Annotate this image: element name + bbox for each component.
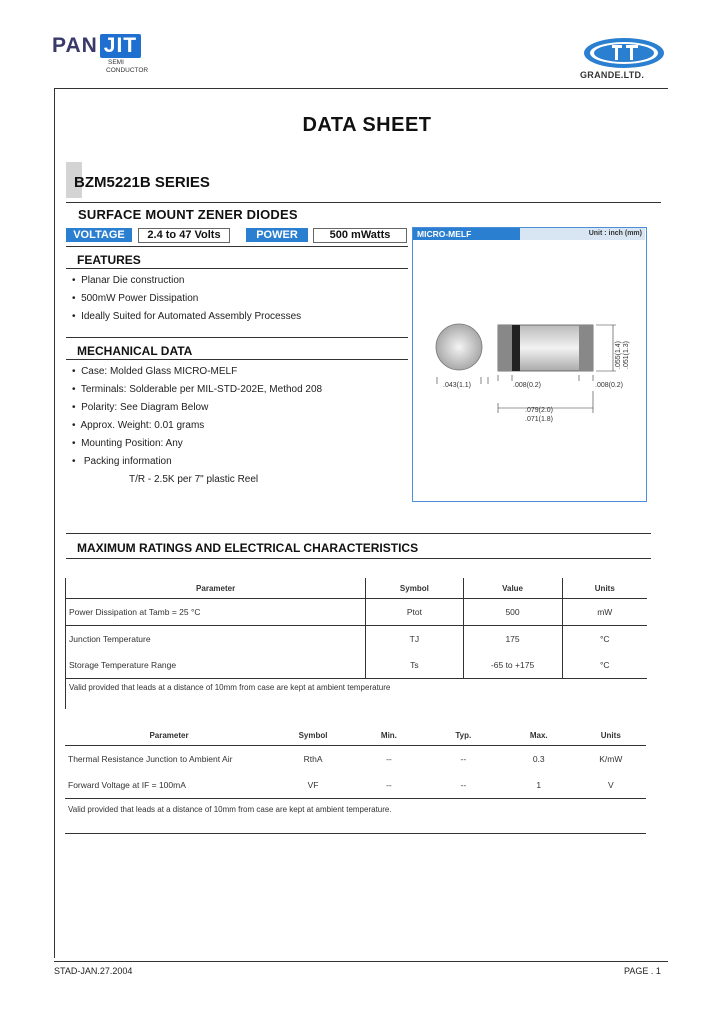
feature-item: • Planar Die construction [72,275,185,286]
table-cell: 175 [463,626,562,653]
header-cell: Parameter [65,725,273,746]
ratings-top-rule [66,533,651,534]
table-header-row [65,725,646,746]
table-cell: 500 [463,599,562,626]
table-note-row [65,799,646,834]
micro-melf-drawing [413,241,645,499]
mech-item: • Packing information [72,456,172,467]
frame-left-rule [54,88,55,958]
table-cell: RthA [303,754,323,764]
table-header-row [66,578,648,599]
table-row [65,746,646,773]
table-row [66,599,648,626]
table-cell: °C [562,652,647,679]
table-cell: Storage Temperature Range [66,652,366,679]
ratings-heading: MAXIMUM RATINGS AND ELECTRICAL CHARACTERISTICS [77,541,419,555]
ratings-bottom-rule [66,558,651,559]
panjit-logo [52,34,141,58]
table-cell: -- [425,772,502,799]
feature-text: Ideally Suited for Automated Assembly Processes [81,311,302,322]
packing-detail: T/R - 2.5K per 7" plastic Reel [129,474,259,485]
mech-item: • Terminals: Solderable per MIL-STD-202E, Method 208 [72,384,323,395]
table-cell: -- [386,754,392,764]
table-cell: Thermal Resistance Junction to Ambient Air [68,754,233,764]
table-cell: 1 [502,772,576,799]
features-top-rule [66,246,408,247]
mech-item: • Mounting Position: Any [72,438,183,449]
feature-text: Planar Die construction [81,275,185,286]
table-cell: -65 to +175 [463,652,562,679]
dim-008b: .008(0.2) [595,382,624,389]
mech-text: Approx. Weight: 0.01 grams [80,420,205,431]
footer-page: PAGE . 1 [624,966,661,976]
dim-043: .043(1.1) [443,382,472,389]
package-name: MICRO-MELF [413,228,520,240]
logo-sub-line2: CONDUCTOR [106,67,149,74]
footer-rule [54,961,668,962]
header-cell: Parameter [66,578,366,599]
feature-item: • 500mW Power Dissipation [72,293,199,304]
table-row [66,652,648,679]
table-note: Valid provided that leads at a distance of 10mm from case are kept at ambient temperature. [65,799,646,834]
mech-item: • Approx. Weight: 0.01 grams [72,420,205,431]
dim-008a: .008(0.2) [513,382,542,389]
table-cell: Junction Temperature [66,626,366,653]
dim-051: .051(1.3) [623,340,630,369]
dim-079: .079(2.0) [525,407,554,414]
mech-text: Packing information [83,456,172,467]
header-cell: Min. [353,725,425,746]
power-label: POWER [246,228,308,242]
mech-text: Mounting Position: Any [81,438,183,449]
subtitle: SURFACE MOUNT ZENER DIODES [78,207,298,222]
table-cell: Power Dissipation at Tamb = 25 °C [66,599,366,626]
feature-text: 500mW Power Dissipation [81,293,199,304]
dim-055: .055(1.4) [615,340,622,369]
characteristics-table [65,725,646,834]
header-cell: Typ. [425,725,502,746]
page-title: DATA SHEET [302,114,432,136]
feature-item: • Ideally Suited for Automated Assembly Processes [72,311,302,322]
logo-jit-text: JIT [100,34,141,58]
table-row [65,772,646,799]
table-cell: VF [273,772,353,799]
dim-071: .071(1.8) [525,416,554,423]
header-cell: Symbol [366,578,463,599]
features-bottom-rule [66,268,408,269]
mechanical-heading: MECHANICAL DATA [77,344,193,358]
header-cell: Symbol [273,725,353,746]
table-cell: TJ [366,626,463,653]
features-heading: FEATURES [77,253,141,267]
table-cell: K/mW [599,754,623,764]
mech-item: • Case: Molded Glass MICRO-MELF [72,366,238,377]
mech-item: • Polarity: See Diagram Below [72,402,209,413]
mech-text: Polarity: See Diagram Below [81,402,209,413]
package-unit: Unit : inch (mm) [520,228,645,240]
footer-date: STAD-JAN.27.2004 [54,966,133,976]
mech-top-rule [66,337,408,338]
header-cell: Value [463,578,562,599]
header-cell: Max. [502,725,576,746]
series-rule [66,202,661,203]
series-title: BZM5221B SERIES [74,174,210,191]
table-note-row [66,679,648,710]
table-cell: °C [562,626,647,653]
table-cell: 0.3 [532,754,545,764]
table-note: Valid provided that leads at a distance of 10mm from case are kept at ambient temperature [66,679,648,710]
header-cell: Units [576,725,646,746]
table-cell: Ptot [366,599,463,626]
table-cell: Forward Voltage at IF = 100mA [65,772,273,799]
mech-bottom-rule [66,359,408,360]
frame-top-rule [54,88,668,89]
voltage-value: 2.4 to 47 Volts [138,228,230,243]
mech-text: Case: Molded Glass MICRO-MELF [81,366,238,377]
table-cell: Ts [366,652,463,679]
logo-pan-text: PAN [52,34,98,57]
logo-sub-line1: SEMI [108,59,124,66]
power-value: 500 mWatts [313,228,407,243]
header-cell: Units [562,578,647,599]
logo-subtitle [106,59,166,75]
table-cell: -- [460,754,467,764]
grande-logo-icon [582,36,666,70]
voltage-label: VOLTAGE [66,228,132,242]
mech-text: Terminals: Solderable per MIL-STD-202E, Method 208 [80,384,323,395]
grande-text: GRANDE.LTD. [580,70,645,80]
ratings-table [65,578,647,709]
table-cell: mW [562,599,647,626]
table-cell: V [576,772,646,799]
table-row [66,626,648,653]
table-cell: -- [353,772,425,799]
